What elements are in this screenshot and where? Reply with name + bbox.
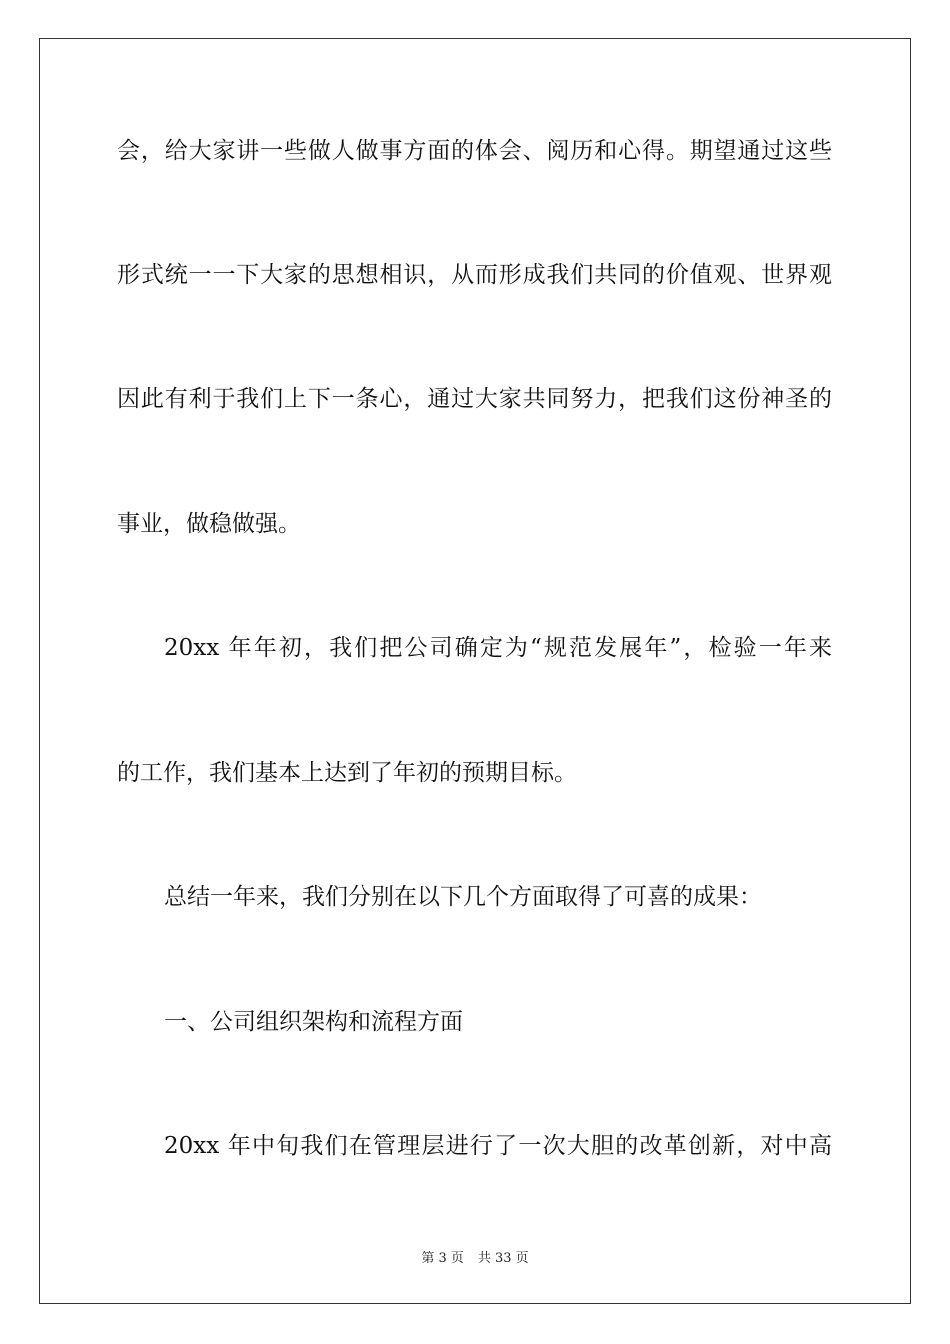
body-text-line-7: 总结一年来，我们分别在以下几个方面取得了可喜的成果： — [164, 884, 762, 910]
body-text-line-1: 会，给大家讲一些做人做事方面的体会、阅历和心得。期望通过这些 — [117, 138, 832, 164]
body-text-line-6: 的工作，我们基本上达到了年初的预期目标。 — [117, 760, 577, 786]
body-text-line-4: 事业，做稳做强。 — [117, 511, 301, 537]
body-text-line-2: 形式统一一下大家的思想相识，从而形成我们共同的价值观、世界观 — [117, 262, 832, 288]
page-footer — [0, 1250, 950, 1268]
page-number: 第 3 页 — [421, 1251, 464, 1266]
section-heading: 一、公司组织架构和流程方面 — [164, 1009, 463, 1035]
body-text-line-5: 20xx 年年初，我们把公司确定为“规范发展年”，检验一年来 — [164, 635, 832, 661]
body-text-line-3: 因此有利于我们上下一条心，通过大家共同努力，把我们这份神圣的 — [117, 386, 832, 412]
body-text-line-8: 20xx 年中旬我们在管理层进行了一次大胆的改革创新，对中高 — [164, 1133, 832, 1159]
page-total: 共 33 页 — [477, 1251, 529, 1266]
page-border — [39, 38, 911, 1304]
